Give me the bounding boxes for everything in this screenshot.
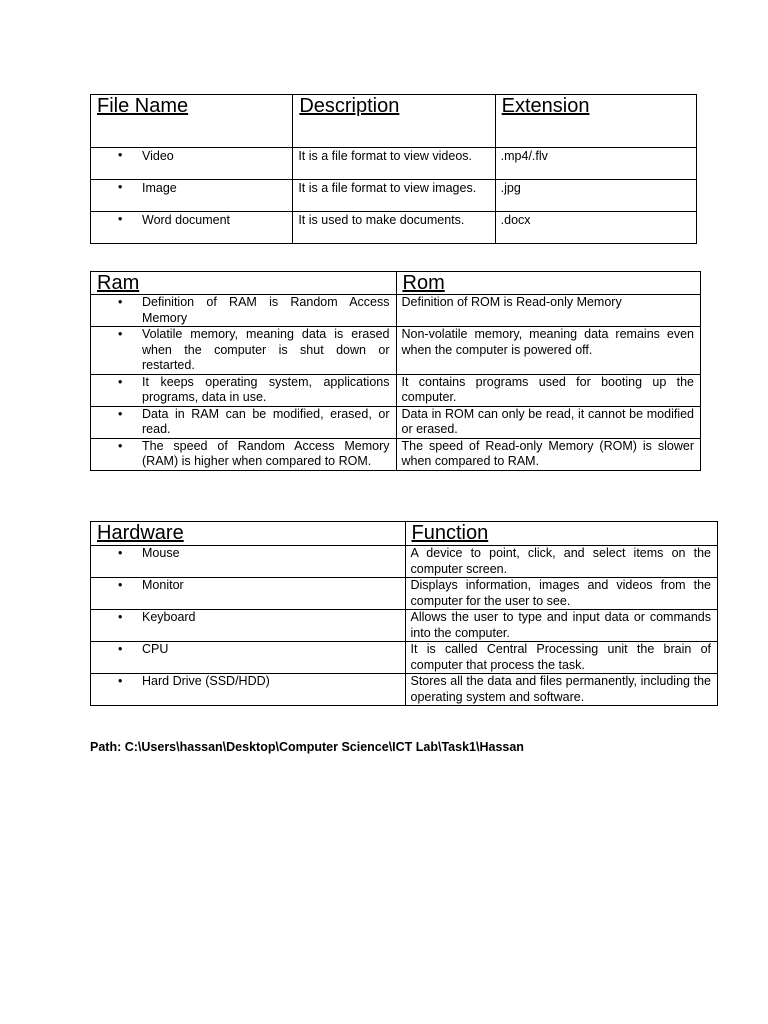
hardware-function: It is called Central Processing unit the brain of computer that process the task. [405, 642, 718, 674]
table-row [91, 180, 697, 212]
hardware-cell [91, 674, 406, 706]
hardware-name: CPU [142, 642, 169, 656]
bullet-icon: • [118, 642, 123, 656]
rom-text: Data in ROM can only be read, it cannot be modified or erased. [396, 406, 701, 438]
ram-text: It keeps operating system, applications programs, data in use. [142, 374, 390, 404]
bullet-icon: • [118, 212, 123, 226]
file-description: It is a file format to view images. [293, 180, 495, 212]
header-function: Function [405, 522, 718, 546]
hardware-cell [91, 578, 406, 610]
file-description: It is a file format to view videos. [293, 148, 495, 180]
ram-text: Definition of RAM is Random Access Memory [142, 295, 390, 325]
hardware-cell [91, 610, 406, 642]
table-row [91, 374, 701, 406]
hardware-name: Keyboard [142, 610, 196, 624]
table-header-row [91, 522, 718, 546]
ram-cell [91, 327, 397, 375]
ram-cell [91, 406, 397, 438]
file-name: Image [142, 181, 177, 195]
hardware-cell [91, 546, 406, 578]
file-name-cell [91, 180, 293, 212]
file-path-text: Path: C:\Users\hassan\Desktop\Computer Science\ICT Lab\Task1\Hassan [90, 740, 524, 754]
file-extension: .mp4/.flv [495, 148, 696, 180]
header-ram: Ram [91, 272, 397, 295]
bullet-icon: • [118, 406, 123, 421]
table-row [91, 212, 697, 244]
ram-text: The speed of Random Access Memory (RAM) is higher when compared to ROM. [142, 438, 390, 468]
table-header-row [91, 272, 701, 295]
rom-text: Non-volatile memory, meaning data remains even when the computer is powered off. [396, 327, 701, 375]
bullet-icon: • [118, 295, 123, 309]
table-row [91, 610, 718, 642]
hardware-name: Hard Drive (SSD/HDD) [142, 674, 270, 688]
bullet-icon: • [118, 610, 123, 624]
hardware-function: Stores all the data and files permanently, including the operating system and software. [405, 674, 718, 706]
hardware-name: Mouse [142, 546, 180, 560]
table-row [91, 327, 701, 375]
ram-cell [91, 295, 397, 327]
bullet-icon: • [118, 674, 123, 688]
file-name-cell [91, 148, 293, 180]
bullet-icon: • [118, 148, 123, 162]
ram-rom-table [90, 271, 701, 471]
hardware-function: A device to point, click, and select items on the computer screen. [405, 546, 718, 578]
bullet-icon: • [118, 374, 123, 389]
file-name: Video [142, 149, 174, 163]
bullet-icon: • [118, 546, 123, 560]
header-extension: Extension [495, 95, 696, 148]
file-name-cell [91, 212, 293, 244]
header-hardware: Hardware [91, 522, 406, 546]
bullet-icon: • [118, 327, 123, 341]
table-row [91, 406, 701, 438]
hardware-name: Monitor [142, 578, 184, 592]
bullet-icon: • [118, 438, 123, 453]
table-row [91, 578, 718, 610]
table-header-row [91, 95, 697, 148]
hardware-function: Allows the user to type and input data or commands into the computer. [405, 610, 718, 642]
file-types-table [90, 94, 697, 244]
header-file-name: File Name [91, 95, 293, 148]
table-row [91, 295, 701, 327]
hardware-function: Displays information, images and videos from the computer for the user to see. [405, 578, 718, 610]
header-rom: Rom [396, 272, 701, 295]
table-row [91, 642, 718, 674]
ram-cell [91, 374, 397, 406]
table-row [91, 438, 701, 470]
rom-text: The speed of Read-only Memory (ROM) is slower when compared to RAM. [396, 438, 701, 470]
hardware-table [90, 521, 718, 706]
file-name: Word document [142, 213, 231, 227]
bullet-icon: • [118, 180, 123, 194]
ram-cell [91, 438, 397, 470]
header-description: Description [293, 95, 495, 148]
file-extension: .docx [495, 212, 696, 244]
file-description: It is used to make documents. [293, 212, 495, 244]
hardware-cell [91, 642, 406, 674]
ram-text: Volatile memory, meaning data is erased when the computer is shut down or restarted. [142, 327, 390, 372]
bullet-icon: • [118, 578, 123, 592]
ram-text: Data in RAM can be modified, erased, or read. [142, 406, 390, 436]
file-extension: .jpg [495, 180, 696, 212]
table-row [91, 546, 718, 578]
table-row [91, 674, 718, 706]
rom-text: Definition of ROM is Read-only Memory [396, 295, 701, 327]
rom-text: It contains programs used for booting up the computer. [396, 374, 701, 406]
table-row [91, 148, 697, 180]
